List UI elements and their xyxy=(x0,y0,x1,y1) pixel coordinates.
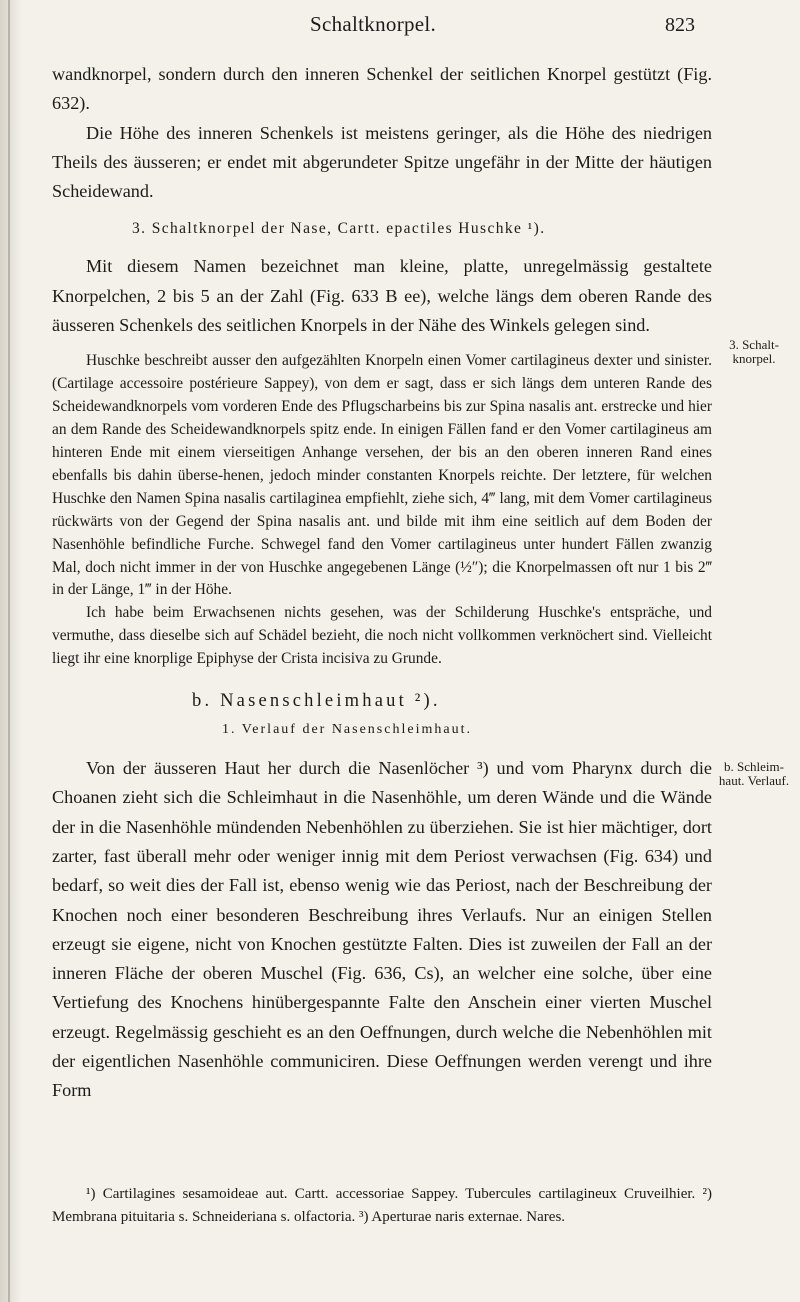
paragraph-5: Ich habe beim Erwachsenen nichts gesehen, was der Schilderung Huschke's entspräche, und vermuthe, dass dieselbe sich auf Schädel bezieht, die noch nicht vollkommen verknöchert sind. Vielleicht liegt ihr eine knorplige Epiphyse der Crista incisiva zu Grunde. xyxy=(52,604,712,668)
section-b-heading: b. Nasenschleimhaut ²). xyxy=(192,691,441,712)
paragraph-4: Huschke beschreibt ausser den aufgezählten Knorpeln einen Vomer cartilagineus dexter und sinister. (Cartilage accessoire postérieure Sappey), von dem er sagt, dass er sich längs dem unteren Rande des Scheidewandknorpels vom vorderen Ende des Pflugscharbeins bis zur Spina nasalis ant. erstrecke und hier an dem Rande des Scheidewandknorpels spitz ende. In einigen Fällen fand er den Vomer cartilagineus am hinteren Ende mit einem vierseitigen Anhange versehen, der bis an den oberen inneren Rand eines ebenfalls bis dahin überse-henen, jedoch minder constanten Knorpels reichte. Der letztere, für welchen Huschke den Namen Spina nasalis cartilaginea empfiehlt, ziehe sich, 4‴ lang, mit dem Vomer cartilagineus rückwärts von der Gegend der Spina nasalis ant. und bilde mit ihm eine seitlich auf dem Boden der Nasenhöhle befindliche Furche. Schwegel fand den Vomer cartilagineus unter hundert Fällen zwanzig Mal, doch nicht immer in der von Huschke angegebenen Länge (½″); die Knorpelmassen oft nur 1 bis 2‴ in der Länge, 1‴ in der Höhe. xyxy=(52,352,712,599)
paragraph-3: Mit diesem Namen bezeichnet man kleine, platte, unregelmässig gestaltete Knorpelchen, 2 bis 5 an der Zahl (Fig. 633 B ee), welche längs dem oberen Rande des äusseren Schenkels des seitlichen Knorpels in der Nähe des Winkels gelegen sind. xyxy=(52,256,712,336)
binding-shadow xyxy=(0,0,22,1302)
margin-note-schaltknorpel: 3. Schalt-knorpel. xyxy=(729,337,779,366)
paragraph-2: Die Höhe des inneren Schenkels ist meistens geringer, als die Höhe des niedrigen Theils des äusseren; er endet mit abgerundeter Spitze ungefähr in der Mitte der häutigen Scheidewand. xyxy=(52,122,712,202)
page-number: 823 xyxy=(665,14,695,36)
binding-line xyxy=(8,0,10,1302)
section-3-heading: 3. Schaltknorpel der Nase, Cartt. epactiles Huschke ¹). xyxy=(132,220,546,238)
footnote-text: ¹) Cartilagines sesamoideae aut. Cartt. accessoriae Sappey. Tubercules cartilagineux Cruveilhier. ²) Membrana pituitaria s. Schneideriana s. olfactoria. ³) Aperturae naris externae. Nares. xyxy=(52,1186,712,1225)
body-text xyxy=(52,60,712,1106)
paragraph-6: Von der äusseren Haut her durch die Nasenlöcher ³) und vom Pharynx durch die Choanen zieht sich die Schleimhaut in die Nasenhöhle, um deren Wände und die Wände der in die Nasenhöhle mündenden Nebenhöhlen zu überziehen. Sie ist hier mächtiger, dort zarter, fast überall mehr oder weniger innig mit dem Periost verwachsen (Fig. 634) und bedarf, so weit dies der Fall ist, ebenso wenig wie das Periost, nach der Beschreibung der Knochen noch einer besonderen Beschreibung ihres Verlaufs. Nur an einigen Stellen erzeugt sie eigene, nicht von Knochen gestützte Falten. Dies ist zuweilen der Fall an der inneren Fläche der oberen Muschel (Fig. 636, Cs), an welcher eine solche, über eine Vertiefung des Knochens hinübergespannte Falte den Anschein einer vierten Muschel erzeugt. Regelmässig geschieht es an den Oeffnungen, durch welche die Nebenhöhlen mit der eigentlichen Nasenhöhle communiciren. Diese Oeffnungen werden verengt und ihre Form xyxy=(52,758,712,1101)
margin-note-schleimhaut: b. Schleim-haut. Verlauf. xyxy=(718,759,790,788)
page-header xyxy=(80,12,695,37)
running-title: Schaltknorpel. xyxy=(310,12,437,36)
section-b1-heading: 1. Verlauf der Nasenschleimhaut. xyxy=(222,722,472,738)
footnotes xyxy=(52,1183,712,1228)
paragraph-1: wandknorpel, sondern durch den inneren Schenkel der seitlichen Knorpel gestützt (Fig. 632). xyxy=(52,64,712,114)
